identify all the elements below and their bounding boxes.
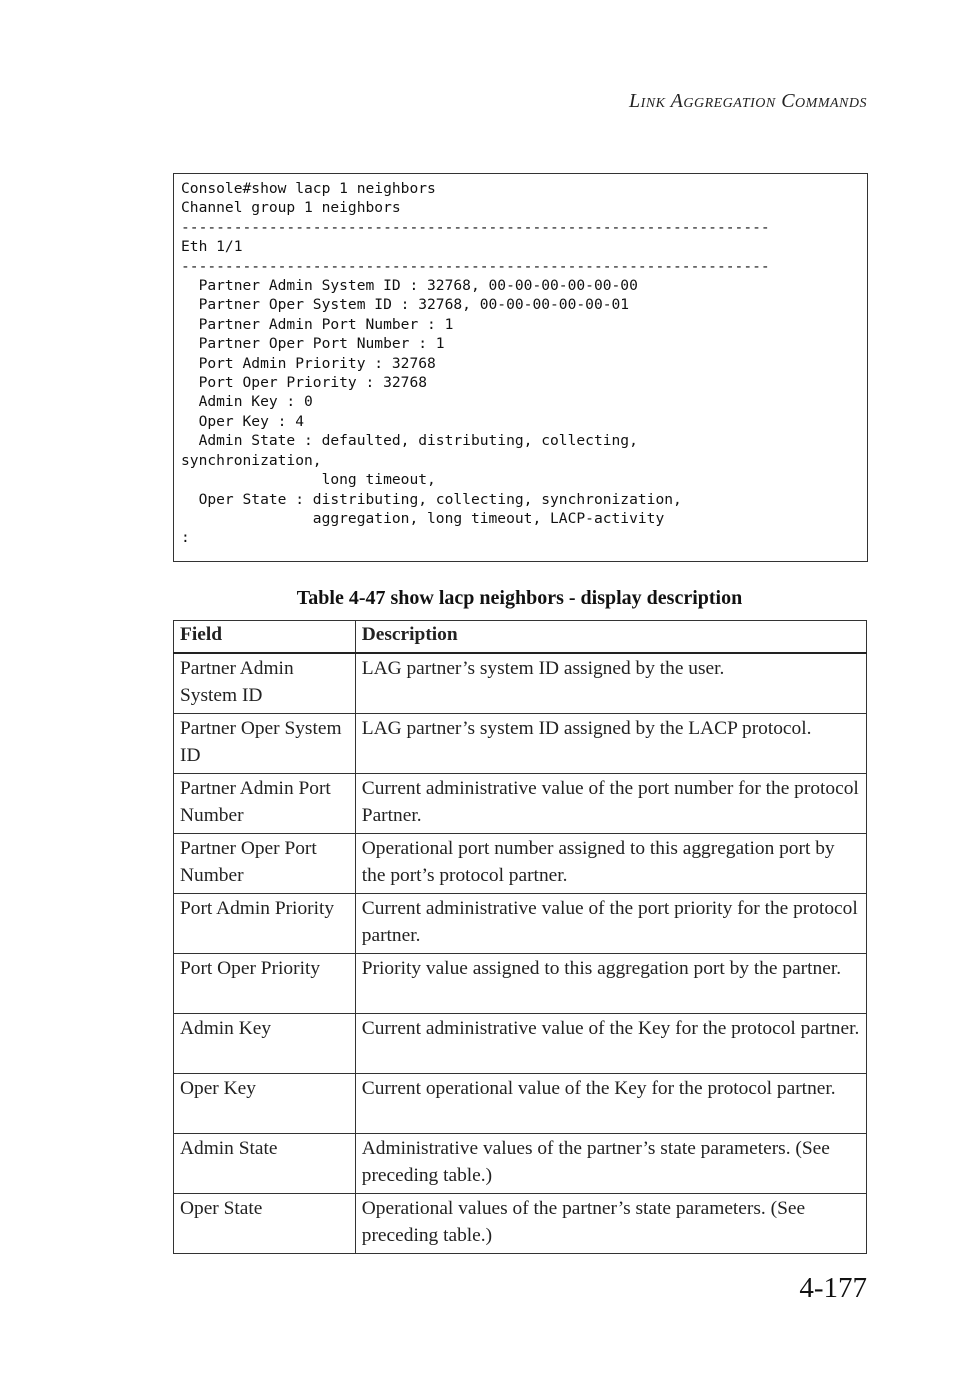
table-row bbox=[174, 1074, 867, 1134]
table-caption: Table 4-47 show lacp neighbors - display description bbox=[296, 587, 743, 609]
table-row bbox=[174, 954, 867, 1014]
description-cell: Current administrative value of the Key for the protocol partner. bbox=[355, 1014, 866, 1074]
field-cell: Oper Key bbox=[174, 1074, 356, 1134]
table-row bbox=[174, 834, 867, 894]
field-cell: Partner Admin Port Number bbox=[174, 774, 356, 834]
table-row bbox=[174, 894, 867, 954]
column-header-description: Description bbox=[355, 621, 866, 654]
field-cell: Port Admin Priority bbox=[174, 894, 356, 954]
table-row bbox=[174, 653, 867, 714]
console-output-text: Console#show lacp 1 neighbors Channel group 1 neighbors ------------------------------------------------------------------- Eth 1/1 ------------------------------------------------------------------- Partner Admin System ID : 32768, 00-00-00-00-00-00 Partner Oper System ID : 32768, 00-00-00-00-00-01 Partner Admin Port Number : 1 Partner Oper Port Number : 1 Port Admin Priority : 32768 Port Oper Priority : 32768 Admin Key : 0 Oper Key : 4 Admin State : defaulted, distributing, collecting, synchronization, long timeout, Oper State : distributing, collecting, synchronization, aggregation, long timeout, LACP-activity : bbox=[181, 180, 770, 547]
table-row bbox=[174, 1014, 867, 1074]
description-cell: LAG partner’s system ID assigned by the LACP protocol. bbox=[355, 714, 866, 774]
description-cell: Current operational value of the Key for the protocol partner. bbox=[355, 1074, 866, 1134]
description-cell: Current administrative value of the port number for the protocol Partner. bbox=[355, 774, 866, 834]
console-output-box bbox=[173, 173, 868, 562]
table-row bbox=[174, 714, 867, 774]
description-cell: Administrative values of the partner’s state parameters. (See preceding table.) bbox=[355, 1134, 866, 1194]
table-row bbox=[174, 774, 867, 834]
field-cell: Admin State bbox=[174, 1134, 356, 1194]
description-cell: Priority value assigned to this aggregation port by the partner. bbox=[355, 954, 866, 1014]
column-header-field: Field bbox=[174, 621, 356, 654]
field-cell: Oper State bbox=[174, 1194, 356, 1254]
field-cell: Port Oper Priority bbox=[174, 954, 356, 1014]
description-cell: LAG partner’s system ID assigned by the user. bbox=[355, 653, 866, 714]
description-table bbox=[173, 620, 867, 1254]
table-row bbox=[174, 1134, 867, 1194]
description-cell: Operational values of the partner’s state parameters. (See preceding table.) bbox=[355, 1194, 866, 1254]
table-row bbox=[174, 1194, 867, 1254]
field-cell: Partner Oper Port Number bbox=[174, 834, 356, 894]
field-cell: Partner Oper System ID bbox=[174, 714, 356, 774]
table-header-row bbox=[174, 621, 867, 654]
description-cell: Current administrative value of the port priority for the protocol partner. bbox=[355, 894, 866, 954]
field-cell: Admin Key bbox=[174, 1014, 356, 1074]
page-number: 4-177 bbox=[799, 1272, 867, 1304]
running-header: Link Aggregation Commands bbox=[629, 90, 867, 112]
field-cell: Partner Admin System ID bbox=[174, 653, 356, 714]
description-cell: Operational port number assigned to this aggregation port by the port’s protocol partner. bbox=[355, 834, 866, 894]
